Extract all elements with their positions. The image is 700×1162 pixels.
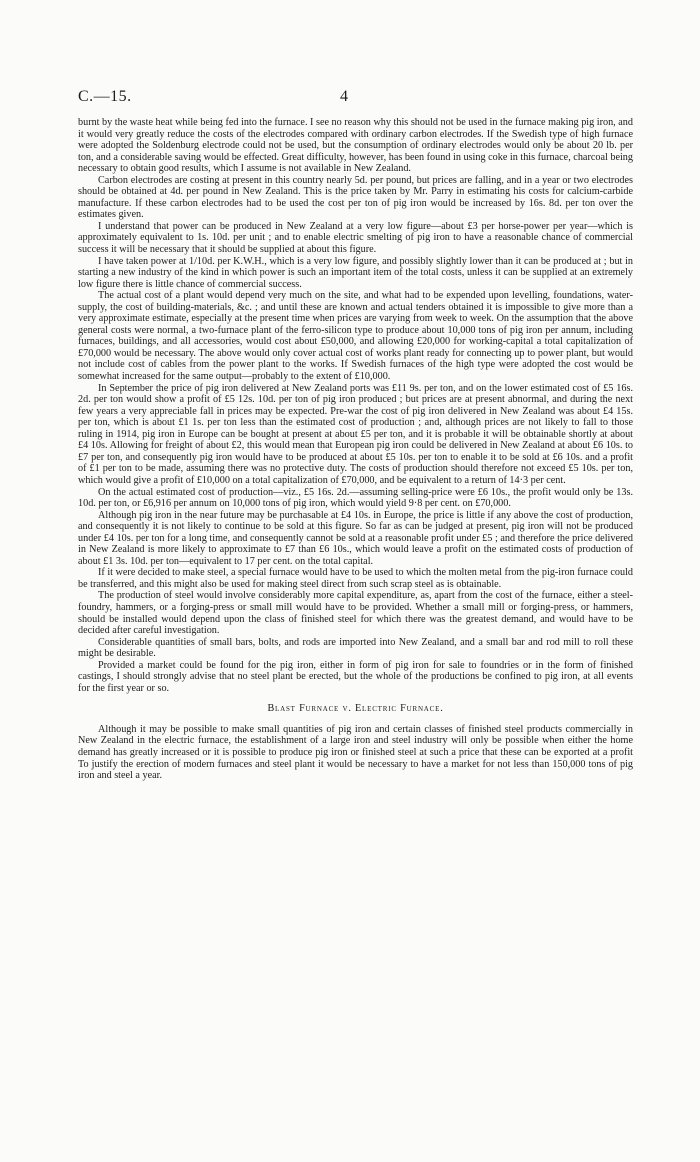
document-body	[78, 117, 633, 782]
paragraph-power-cost: I understand that power can be produced in New Zealand at a very low figure—about £3 per horse-power per year—which is approximately equivalent to 1s. 10d. per unit ; and to enable electric smelting of pig iron to have a reasonable chance of commercial success it will be necessary that it should be supplied at about this figure.	[78, 220, 633, 256]
paragraph-europe-price: Although pig iron in the near future may be purchasable at £4 10s. in Europe, the price is little if any above the cost of production, and consequently it is not likely to continue to be sold at this figure. So far as can be judged at present, pig iron will not be produced under £4 10s. per ton for a long time, and consequently cannot be sold at a reasonable profit under £5 ; and therefore the price delivered in New Zealand is more likely to approximate to £7 than £6 10s., which would leave a profit on the estimated costs of production of about £1 3s. 10d. per ton—equivalent to 17 per cent. on the total capital.	[78, 509, 633, 567]
page-header	[78, 88, 633, 110]
section-heading: Blast Furnace v. Electric Furnace.	[267, 703, 444, 715]
paragraph-market-advice: Provided a market could be found for the pig iron, either in form of pig iron for sale to foundries or in the form of finished castings, I should strongly advise that no steel plant be erected, but the whole of the productions be confined to pig iron, at all events for the first year or so.	[78, 659, 633, 694]
paragraph-steel-production: The production of steel would involve considerably more capital expenditure, as, apart from the cost of the furnace, either a steel-foundry, hammers, or a forging-press or small mill would have to be provided. Whether a small mill or forging-press, or hammers, should be installed would depend upon the class of finished steel for which there was the greatest demand, and would have to be decided after careful investigation.	[78, 590, 633, 637]
paragraph-small-bars: Considerable quantities of small bars, bolts, and rods are imported into New Zealand, and a small bar and rod mill to roll these might be desirable.	[78, 636, 633, 660]
paragraph-carbon-electrodes: Carbon electrodes are costing at present in this country nearly 5d. per pound, but prices are falling, and in a year or two electrodes should be obtained at 4d. per pound in New Zealand. This is the price taken by Mr. Parry in estimating his costs for calcium-carbide manufacture. If these carbon electrodes had to be used the cost per ton of pig iron would be increased by 16s. 8d. per ton over the estimates given.	[78, 174, 633, 221]
paragraph-steel-furnace: If it were decided to make steel, a special furnace would have to be used to which the molten metal from the pig-iron furnace could be transferred, and this might also be used for making steel direct from such scrap steel as is obtainable.	[78, 567, 633, 590]
paragraph-power-rate: I have taken power at 1/10d. per K.W.H., which is a very low figure, and possibly slightly lower than it can be produced at ; but in starting a new industry of the kind in which power is such an important item of the total costs, unless it can be supplied at an extremely low figure there is little chance of commercial success.	[78, 255, 633, 290]
paragraph-plant-cost: The actual cost of a plant would depend very much on the site, and what had to be expended upon levelling, foundations, water-supply, the cost of building-materials, &c. ; and until these are known and actual tenders obtained it is impossible to give more than a very approximate estimate, especially at the present time when prices are varying from week to week. On the assumption that the above general costs were normal, a two-furnace plant of the ferro-silicon type to produce about 10,000 tons of pig iron per annum, including furnaces, buildings, and all accessories, would cost about £50,000, and allowing £20,000 for working-capital a total capitalization of £70,000 would be necessary. The above would only cover actual cost of works plant ready for connecting up to power plant, but would not include cost of cables from the power plant to the works. If Swedish furnaces of the high type were adopted the cost would be somewhat increased for the same output—probably to the extent of £10,000.	[78, 290, 633, 383]
paragraph-pig-iron-price: In September the price of pig iron delivered at New Zealand ports was £11 9s. per ton, and on the lower estimated cost of £5 16s. 2d. per ton would show a profit of £5 12s. 10d. per ton of pig iron produced ; but prices are at present abnormal, and during the next few years a very appreciable fall in prices may be expected. Pre-war the cost of pig iron delivered in New Zealand was about £4 15s. per ton, which is about £1 1s. per ton less than the estimated cost of production ; and, although prices are not likely to fall to those ruling in 1914, pig iron in Europe can be bought at present at about £5 per ton, and it is probable it will be obtainable shortly at about £4 10s. Allowing for freight of about £2, this would mean that European pig iron could be delivered in New Zealand at about £6 10s. to £7 per ton, and consequently pig iron would have to be produced at about £5 10s. per ton to enable it to be sold at £6 10s. and a profit of £1 per ton to be made, assuming there was no protective duty. The costs of production should therefore not exceed £5 10s. per ton, which would give a profit of £10,000 on a total capitalization of £70,000, and be equivalent to a return of 14·3 per cent.	[78, 382, 633, 486]
paragraph-conclusion: Although it may be possible to make small quantities of pig iron and certain classes of finished steel products commercially in New Zealand in the electric furnace, the establishment of a large iron and steel industry will only be possible when either the home demand has greatly increased or it is possible to produce pig iron or finished steel at such a price that these can be exported at a profit To justify the erection of modern furnaces and steel plant it would be necessary to have a market for not less than 150,000 tons of pig iron and steel a year.	[78, 723, 633, 782]
page-number: 4	[340, 88, 348, 105]
document-reference: C.—15.	[78, 88, 132, 105]
paragraph-continued: burnt by the waste heat while being fed into the furnace. I see no reason why this should not be used in the furnace making pig iron, and it would very greatly reduce the costs of the electrodes compared with ordinary carbon electrodes. If the Swedish type of high furnace were adopted the Soldenburg electrode could not be used, but the consumption of ordinary electrodes would only be about 20 lb. per ton, and a considerable saving would be effected. Great difficulty, however, has been found in using coke in this furnace, charcoal being necessary to obtain good results, which I assume is not available in New Zealand.	[78, 117, 633, 175]
paragraph-actual-cost: On the actual estimated cost of production—viz., £5 16s. 2d.—assuming selling-price were £6 10s., the profit would only be 13s. 10d. per ton, or £6,916 per annum on 10,000 tons of pig iron, which would yield 9·8 per cent. on £70,000.	[78, 486, 633, 510]
